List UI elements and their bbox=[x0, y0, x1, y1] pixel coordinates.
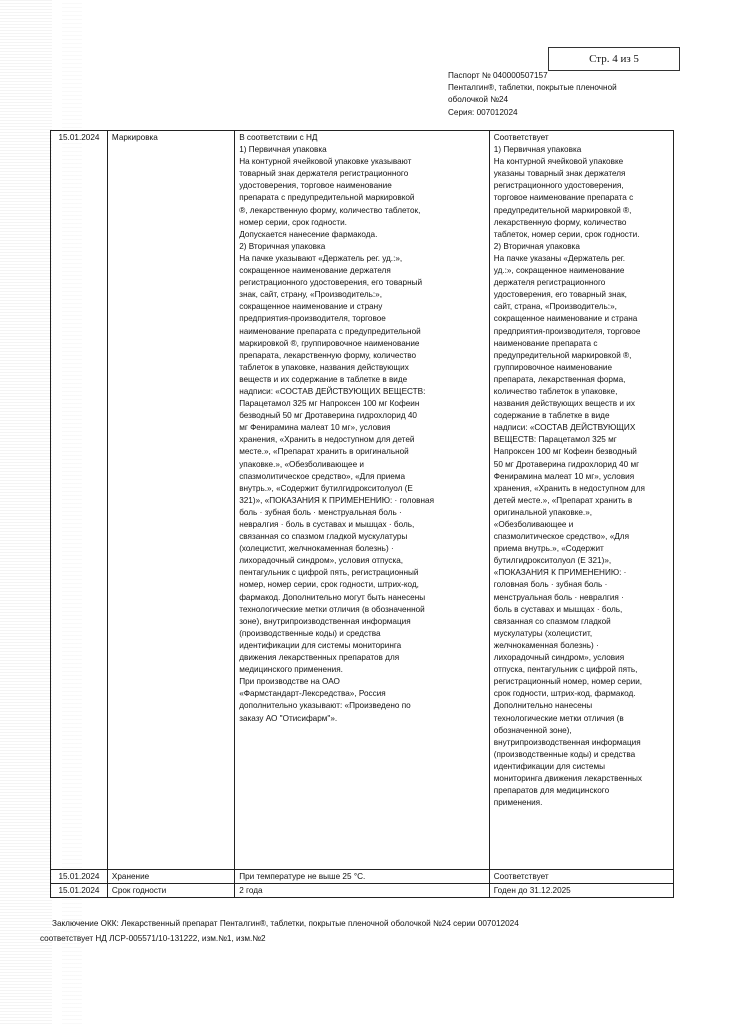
conclusion-line-1: Заключение ОКК: Лекарственный препарат Пенталгин®, таблетки, покрытые пленочной оболочкой №24 серии 007012024 bbox=[52, 919, 519, 928]
parameter-cell: Срок годности bbox=[107, 884, 234, 898]
scan-edge-artifact bbox=[0, 0, 52, 1024]
conclusion-line-2: соответствует НД ЛСР-005571/10-131222, изм.№1, изм.№2 bbox=[40, 934, 266, 943]
page-number-box bbox=[548, 47, 680, 71]
requirement-cell: При температуре не выше 25 °С. bbox=[235, 870, 490, 884]
result-cell: Соответствует 1) Первичная упаковка На контурной ячейковой упаковке указаны товарный знак держателя регистрационного удостоверения, торговое наименование препарата с предупредительной маркировкой ®, лекарственную форму, количество таблеток, номер серии, срок годности. 2) Вторичная упаковка На пачке указаны «Держатель рег. уд.:», сокращенное наименование держателя регистрационного удостоверения, его товарный знак, сайт, страна, «Производитель:», сокращенное наименование и страна предприятия-производителя, торговое наименование препарата с предупредительной маркировкой ®, группировочное наименование препарата, лекарственная форма, количество таблеток в упаковке, названия действующих веществ и их содержание в таблетке в виде надписи: «СОСТАВ ДЕЙСТВУЮЩИХ ВЕЩЕСТВ: Парацетамол 325 мг Напроксен 100 мг Кофеин безводный 50 мг Дротаверина гидрохлорид 40 мг Фенирамина малеат 10 мг», условия хранения, «Хранить в недоступном для детей месте.», «Препарат хранить в оригинальной упаковке.», «Обезболивающее и спазмолитическое средство», «Для приема внутрь.», «Содержит бутилгидрокситолуол (Е 321)», «ПОКАЗАНИЯ К ПРИМЕНЕНИЮ: · головная боль · зубная боль · менструальная боль · невралгия · боль в суставах и мышцах · боль, связанная со спазмом гладкой мускулатуры (холецистит, желчнокаменная болезнь) · лихорадочный синдром», условия отпуска, пентагульник с цифрой пять, регистрационный номер, номер серии, срок годности, штрих-код, фармакод. Дополнительно нанесены технологические метки отличия (в обозначенной зоне), внутрипроизводственная информация (производственные коды) и средства идентификации для системы мониторинга движения лекарственных препаратов для медицинского применения. bbox=[493, 133, 645, 808]
table-row bbox=[51, 884, 674, 898]
requirement-cell: В соответствии с НД 1) Первичная упаковка На контурной ячейковой упаковке указывают товарный знак держателя регистрационного удостоверения, торговое наименование препарата с предупредительной маркировкой ®, лекарственную форму, количество таблеток, номер серии, срок годности. Допускается нанесение фармакода. 2) Вторичная упаковка На пачке указывают «Держатель рег. уд.:», сокращенное наименование держателя регистрационного удостоверения, его товарный знак, сайт, страну, «Производитель:», сокращенное наименование и страну предприятия-производителя, торговое наименование препарата с предупредительной маркировкой ®, группировочное наименование препарата, лекарственную форму, количество таблеток в упаковке, названия действующих веществ и их содержание в таблетке в виде надписи: «СОСТАВ ДЕЙСТВУЮЩИХ ВЕЩЕСТВ: Парацетамол 325 мг Напроксен 100 мг Кофеин безводный 50 мг Дротаверина гидрохлорид 40 мг Фенирамина малеат 10 мг», условия хранения, «Хранить в недоступном для детей месте.», «Препарат хранить в оригинальной упаковке.», «Обезболивающее и спазмолитическое средство», «Для приема внутрь.», «Содержит бутилгидрокситолуол (Е 321)», «ПОКАЗАНИЯ К ПРИМЕНЕНИЮ: · головная боль · зубная боль · менструальная боль · невралгия · боль в суставах и мышцах · боль, связанная со спазмом гладкой мускулатуры (холецистит, желчнокаменная болезнь) · лихорадочный синдром», условия отпуска, пентагульник с цифрой пять, регистрационный номер, номер серии, срок годности, штрих-код, фармакод. Дополнительно могут быть нанесены технологические метки отличия (в обозначенной зоне), внутрипроизводственная информация (производственные коды) и средства идентификации для системы мониторинга движения лекарственных препаратов для медицинского применения. При производстве на ОАО «Фармстандарт-Лексредства», Россия дополнительно указывают: «Произведено по заказу АО "Отисифарм"». bbox=[239, 133, 435, 723]
table-row bbox=[51, 131, 674, 870]
conclusion bbox=[40, 916, 660, 946]
result-cell: Годен до 31.12.2025 bbox=[489, 884, 673, 898]
parameter-cell: Маркировка bbox=[107, 131, 234, 870]
table-row bbox=[51, 870, 674, 884]
requirement-cell: 2 года bbox=[235, 884, 490, 898]
product-name-continued: оболочкой №24 bbox=[448, 95, 509, 105]
passport-number: Паспорт № 040000507157 bbox=[448, 71, 548, 80]
results-table bbox=[50, 130, 674, 898]
batch-series: Серия: 007012024 bbox=[448, 107, 518, 117]
product-name: Пенталгин®, таблетки, покрытые пленочной bbox=[448, 83, 617, 93]
date-cell: 15.01.2024 bbox=[51, 884, 108, 898]
date-cell: 15.01.2024 bbox=[51, 131, 108, 870]
result-cell: Соответствует bbox=[489, 870, 673, 884]
date-cell: 15.01.2024 bbox=[51, 870, 108, 884]
passport-header bbox=[448, 70, 617, 119]
parameter-cell: Хранение bbox=[107, 870, 234, 884]
page-number: Стр. 4 из 5 bbox=[589, 53, 639, 65]
